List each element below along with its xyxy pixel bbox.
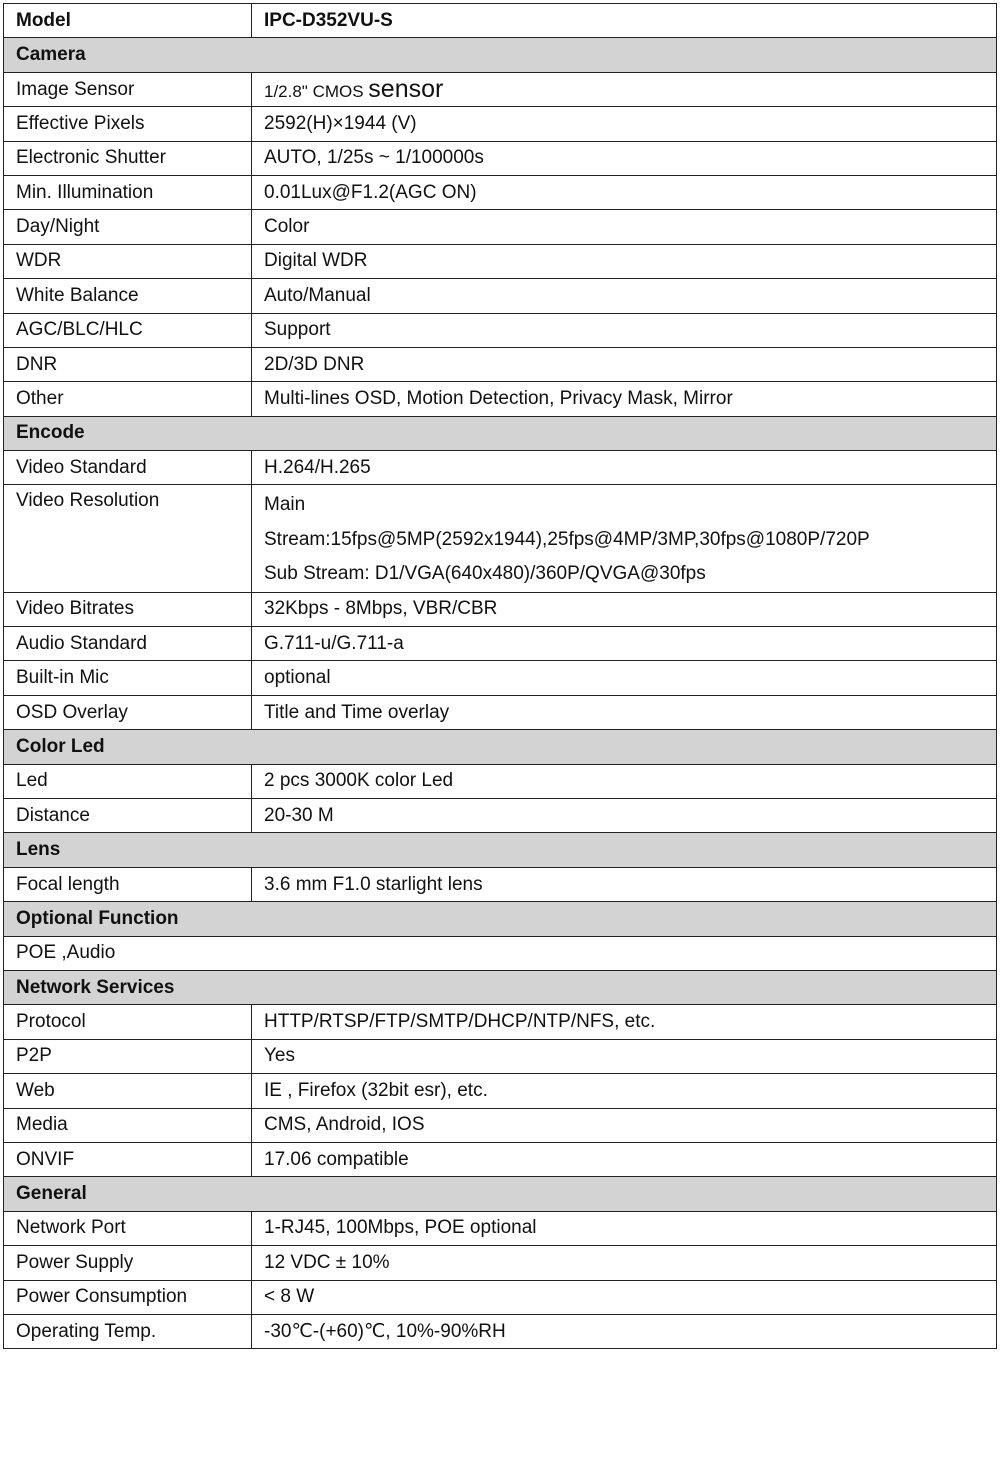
spec-label: Distance bbox=[4, 799, 252, 833]
spec-row bbox=[4, 1211, 997, 1245]
resolution-line: Main bbox=[264, 494, 306, 516]
spec-label: AGC/BLC/HLC bbox=[4, 313, 252, 347]
spec-value: 3.6 mm F1.0 starlight lens bbox=[252, 867, 997, 901]
resolution-line: Sub Stream: D1/VGA(640x480)/360P/QVGA@30fps bbox=[264, 563, 706, 585]
spec-value: -30℃-(+60)℃, 10%-90%RH bbox=[252, 1314, 997, 1348]
spec-table bbox=[3, 3, 997, 1349]
spec-value: Multi-lines OSD, Motion Detection, Privacy Mask, Mirror bbox=[252, 382, 997, 416]
spec-row bbox=[4, 1280, 997, 1314]
spec-row bbox=[4, 1108, 997, 1142]
spec-row bbox=[4, 592, 997, 626]
spec-value: Title and Time overlay bbox=[252, 695, 997, 729]
spec-row bbox=[4, 1005, 997, 1039]
section-title: General bbox=[4, 1177, 997, 1211]
spec-label: Power Consumption bbox=[4, 1280, 252, 1314]
spec-value bbox=[252, 72, 997, 106]
spec-row bbox=[4, 1039, 997, 1073]
spec-label: Built-in Mic bbox=[4, 661, 252, 695]
section-encode bbox=[4, 416, 997, 450]
spec-label: OSD Overlay bbox=[4, 695, 252, 729]
spec-value: 2D/3D DNR bbox=[252, 347, 997, 381]
optional-function-value: POE ,Audio bbox=[4, 936, 997, 970]
spec-label: Focal length bbox=[4, 867, 252, 901]
spec-value: Support bbox=[252, 313, 997, 347]
spec-row bbox=[4, 1314, 997, 1348]
spec-row bbox=[4, 141, 997, 175]
spec-label: Protocol bbox=[4, 1005, 252, 1039]
spec-label: Web bbox=[4, 1074, 252, 1108]
spec-row bbox=[4, 72, 997, 106]
spec-row bbox=[4, 382, 997, 416]
spec-label: Power Supply bbox=[4, 1246, 252, 1280]
spec-row bbox=[4, 764, 997, 798]
section-title: Encode bbox=[4, 416, 997, 450]
section-camera bbox=[4, 38, 997, 72]
spec-value: Digital WDR bbox=[252, 244, 997, 278]
spec-value: Auto/Manual bbox=[252, 279, 997, 313]
model-value: IPC-D352VU-S bbox=[252, 4, 997, 38]
spec-value: 1-RJ45, 100Mbps, POE optional bbox=[252, 1211, 997, 1245]
spec-value: 12 VDC ± 10% bbox=[252, 1246, 997, 1280]
spec-label: Network Port bbox=[4, 1211, 252, 1245]
spec-label: Image Sensor bbox=[4, 72, 252, 106]
spec-label: Other bbox=[4, 382, 252, 416]
section-title: Network Services bbox=[4, 970, 997, 1004]
spec-label: Media bbox=[4, 1108, 252, 1142]
spec-row bbox=[4, 1246, 997, 1280]
spec-row bbox=[4, 799, 997, 833]
spec-row bbox=[4, 661, 997, 695]
spec-value: AUTO, 1/25s ~ 1/100000s bbox=[252, 141, 997, 175]
spec-row bbox=[4, 107, 997, 141]
spec-value: optional bbox=[252, 661, 997, 695]
spec-label: WDR bbox=[4, 244, 252, 278]
spec-label: Operating Temp. bbox=[4, 1314, 252, 1348]
sensor-value-prefix: 1/2.8" CMOS bbox=[264, 81, 369, 101]
spec-label: Electronic Shutter bbox=[4, 141, 252, 175]
spec-value: 17.06 compatible bbox=[252, 1142, 997, 1176]
spec-row bbox=[4, 279, 997, 313]
spec-label: ONVIF bbox=[4, 1142, 252, 1176]
spec-value: G.711-u/G.711-a bbox=[252, 627, 997, 661]
spec-row bbox=[4, 175, 997, 209]
spec-label: Effective Pixels bbox=[4, 107, 252, 141]
section-optional-function bbox=[4, 902, 997, 936]
spec-label: Video Bitrates bbox=[4, 592, 252, 626]
spec-value: 2592(H)×1944 (V) bbox=[252, 107, 997, 141]
spec-value: 0.01Lux@F1.2(AGC ON) bbox=[252, 175, 997, 209]
section-title: Camera bbox=[4, 38, 997, 72]
section-general bbox=[4, 1177, 997, 1211]
spec-label: P2P bbox=[4, 1039, 252, 1073]
spec-row bbox=[4, 936, 997, 970]
spec-value: 32Kbps - 8Mbps, VBR/CBR bbox=[252, 592, 997, 626]
spec-row bbox=[4, 627, 997, 661]
spec-value: Color bbox=[252, 210, 997, 244]
spec-row bbox=[4, 451, 997, 485]
section-title: Color Led bbox=[4, 730, 997, 764]
spec-label: Video Resolution bbox=[4, 485, 252, 592]
spec-value bbox=[252, 485, 997, 592]
spec-value: 20-30 M bbox=[252, 799, 997, 833]
spec-value: HTTP/RTSP/FTP/SMTP/DHCP/NTP/NFS, etc. bbox=[252, 1005, 997, 1039]
section-color-led bbox=[4, 730, 997, 764]
spec-value: Yes bbox=[252, 1039, 997, 1073]
spec-row bbox=[4, 210, 997, 244]
spec-label: Video Standard bbox=[4, 451, 252, 485]
spec-label: DNR bbox=[4, 347, 252, 381]
model-row bbox=[4, 4, 997, 38]
spec-value: < 8 W bbox=[252, 1280, 997, 1314]
spec-label: White Balance bbox=[4, 279, 252, 313]
section-lens bbox=[4, 833, 997, 867]
spec-row bbox=[4, 867, 997, 901]
spec-label: Day/Night bbox=[4, 210, 252, 244]
spec-value: CMS, Android, IOS bbox=[252, 1108, 997, 1142]
spec-label: Min. Illumination bbox=[4, 175, 252, 209]
spec-value: IE , Firefox (32bit esr), etc. bbox=[252, 1074, 997, 1108]
spec-label: Led bbox=[4, 764, 252, 798]
sensor-value-suffix: sensor bbox=[368, 74, 444, 103]
model-label: Model bbox=[4, 4, 252, 38]
section-title: Lens bbox=[4, 833, 997, 867]
spec-value: H.264/H.265 bbox=[252, 451, 997, 485]
spec-row bbox=[4, 347, 997, 381]
spec-label: Audio Standard bbox=[4, 627, 252, 661]
spec-row bbox=[4, 485, 997, 592]
spec-row bbox=[4, 244, 997, 278]
spec-row bbox=[4, 1142, 997, 1176]
section-title: Optional Function bbox=[4, 902, 997, 936]
spec-row bbox=[4, 1074, 997, 1108]
spec-row bbox=[4, 313, 997, 347]
resolution-line: Stream:15fps@5MP(2592x1944),25fps@4MP/3MP,30fps@1080P/720P bbox=[264, 528, 870, 550]
spec-row bbox=[4, 695, 997, 729]
spec-value: 2 pcs 3000K color Led bbox=[252, 764, 997, 798]
section-network-services bbox=[4, 970, 997, 1004]
